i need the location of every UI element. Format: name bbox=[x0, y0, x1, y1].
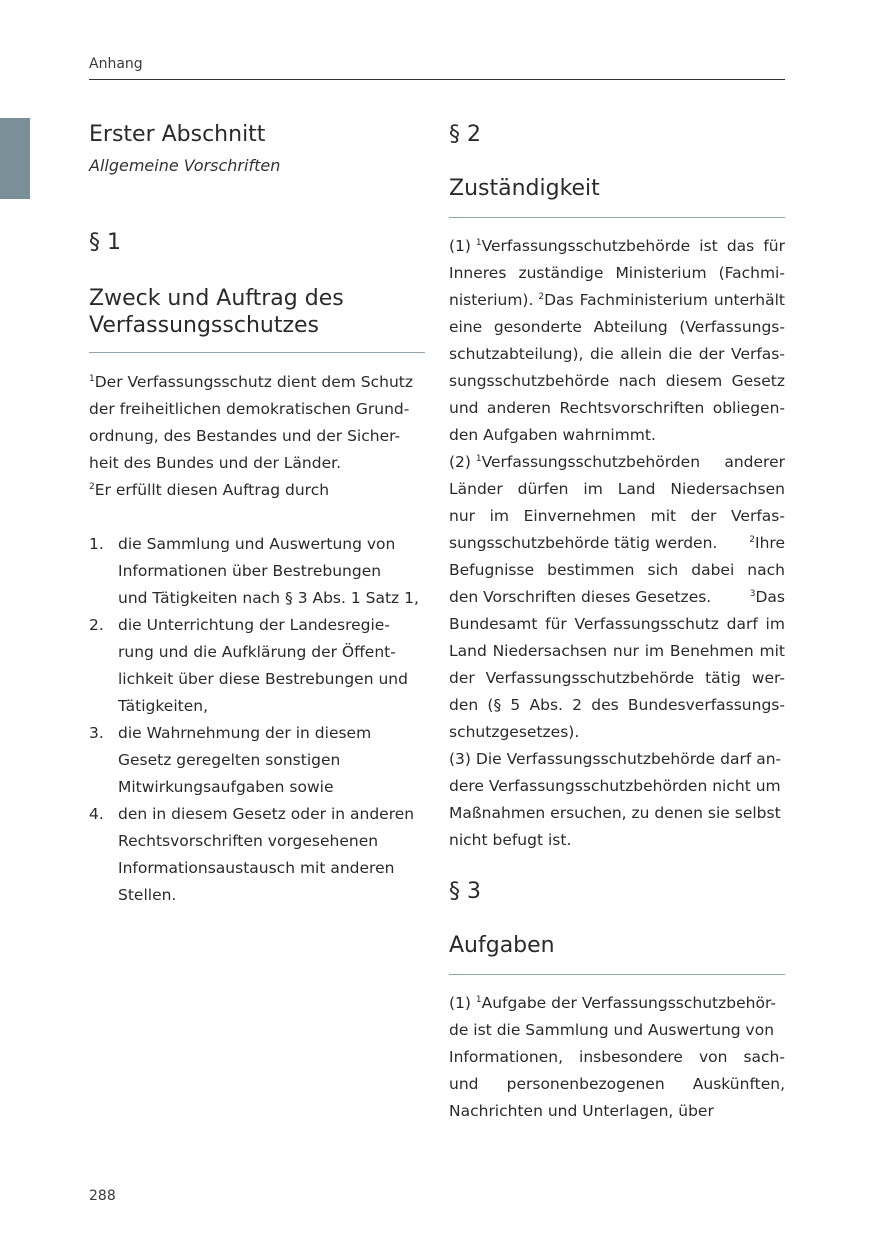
list-item-line: die Sammlung und Auswertung von bbox=[118, 535, 396, 553]
paragraph-2-body: (1) $^1$Verfassungsschutzbehörde ist das für Inneres zuständige Ministerium (Fachmi- nisterium). $^2$Das Fachministerium unterhält eine gesonderte Abteilung (Verfassungs- schutzabteilung), die allein die der Verfas- sungsschutzbehörde nach diesem Gesetz und anderen Rechtsvorschriften obliegen- den Aufgaben wahrnimmt. (2) $^1$Verfassungsschutzbehörden anderer Länder dürfen im Land Niedersachsen nur im Einvernehmen mit der Verfas- sungsschutzbehörde tätig werden. $^2$Ihre Befugnisse bestimmen sich dabei nach den Vorschriften dieses Gesetzes. $^3$Das Bundesamt für Verfassungsschutz darf im Land Niedersachsen nur im Benehmen mit der Verfassungsschutzbehörde tätig wer- den (§ 5 Abs. 2 des Bundesverfassungs- schutzgesetzes). (3) Die Verfassungsschutzbehörde darf an- dere Verfassungsschutzbehörden nicht um Maßnahmen ersuchen, zu denen sie selbst nicht befugt ist. bbox=[449, 237, 785, 849]
header-section-label: Anhang bbox=[89, 56, 143, 72]
list-item bbox=[89, 720, 425, 801]
list-item-line: die Wahrnehmung der in diesem bbox=[118, 724, 372, 742]
list-item-line: den in diesem Gesetz oder in anderen bbox=[118, 805, 415, 823]
paragraph-3-rule bbox=[449, 974, 785, 975]
list-item-line: rung und die Aufklärung der Öffent- bbox=[118, 643, 396, 661]
list-item-number: 2. bbox=[89, 616, 104, 634]
paragraph-1-title-line: Zweck und Auftrag des bbox=[89, 286, 344, 311]
list-item bbox=[89, 801, 425, 909]
list-item-number: 3. bbox=[89, 724, 104, 742]
list-item-line: Gesetz geregelten sonstigen bbox=[118, 751, 341, 769]
paragraph-1-body: $^1$Der Verfassungsschutz dient dem Schutz der freiheitlichen demokratischen Grund- ordnung, des Bestandes und der Sicher- heit des Bundes und der Länder. $^2$Er erfüllt diesen Auftrag durch 1. die Sammlung und Auswertung von Informationen über Bestrebungen und Tätigkeiten nach § 3 Abs. 1 Satz 1, 2. die Unterrichtung der Landesregie- rung und die Aufklärung der Öffent- lichkeit über diese Bestrebungen und Tätigkeiten, 3. die Wahrnehmung der in diesem Gesetz geregelten sonstigen Mitwirkungsaufgaben sowie 4. den in diesem Gesetz oder in anderen Rechtsvorschriften vorgesehenen Informationsaustausch mit anderen Stellen. bbox=[89, 369, 425, 909]
side-thumb-tab bbox=[0, 118, 30, 199]
list-item-line: lichkeit über diese Bestrebungen und bbox=[118, 670, 408, 688]
list-item-number: 4. bbox=[89, 805, 104, 823]
paragraph-1-title bbox=[89, 285, 425, 339]
abschnitt-title: Erster Abschnitt bbox=[89, 122, 266, 147]
paragraph-3-body: (1) $^1$Aufgabe der Verfassungsschutzbehör- de ist die Sammlung und Auswertung von Informationen, insbesondere von sach- und personenbezogenen Auskünften, Nachrichten und Unterlagen, über bbox=[449, 994, 785, 1120]
list-item bbox=[89, 531, 425, 612]
list-item-number: 1. bbox=[89, 535, 104, 553]
paragraph-3-title: Aufgaben bbox=[449, 933, 555, 958]
list-item-line: und Tätigkeiten nach § 3 Abs. 1 Satz 1, bbox=[118, 589, 419, 607]
paragraph-1-title-line: Verfassungsschutzes bbox=[89, 313, 320, 338]
list-item-line: Informationsaustausch mit anderen bbox=[118, 859, 395, 877]
list-item-line: Tätigkeiten, bbox=[118, 697, 209, 715]
enumerated-list bbox=[89, 531, 425, 909]
paragraph-2-title: Zuständigkeit bbox=[449, 176, 600, 201]
paragraph-2-rule bbox=[449, 217, 785, 218]
list-item-line: die Unterrichtung der Landesregie- bbox=[118, 616, 390, 634]
abschnitt-subtitle: Allgemeine Vorschriften bbox=[89, 156, 281, 175]
list-item-line: Rechtsvorschriften vorgesehenen bbox=[118, 832, 379, 850]
paragraph-1-rule bbox=[89, 352, 425, 353]
sentence-number: 2 bbox=[89, 482, 95, 492]
sentence-number: 1 bbox=[89, 374, 95, 384]
list-item bbox=[89, 612, 425, 720]
list-item-line: Stellen. bbox=[118, 886, 177, 904]
paragraph-2-number: § 2 bbox=[449, 122, 481, 147]
header-rule bbox=[89, 79, 785, 80]
page-number: 288 bbox=[89, 1188, 116, 1204]
list-item-line: Mitwirkungsaufgaben sowie bbox=[118, 778, 334, 796]
paragraph-3-number: § 3 bbox=[449, 879, 481, 904]
list-item-line: Informationen über Bestrebungen bbox=[118, 562, 382, 580]
paragraph-1-number: § 1 bbox=[89, 230, 121, 255]
